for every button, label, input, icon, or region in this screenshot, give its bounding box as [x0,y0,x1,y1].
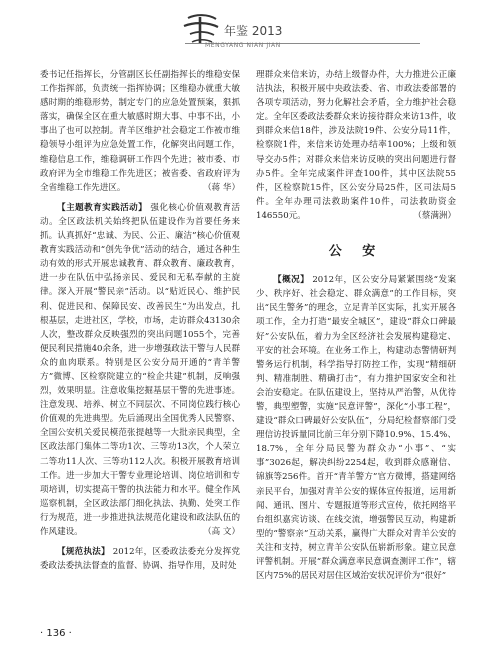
section-heading: 【概况】 [273,275,310,286]
yearbook-logo-icon [178,12,224,46]
paragraph-text: 委书记任指挥长，分管副区长任副指挥长的维稳安保工作指挥部，负责统一指挥协调；区维稳办就重大敏感时期的维稳形势，制定专门的应急处置预案，狠抓落实，确保全区在重大敏感时期大事、中事不出，小事出了也可以控制。青羊区维护社会稳定工作被市维稳领导小组评为应急处置工作，化解突出问题工作，维稳信息工作，维稳调研工作四个先进；被市委、市政府评为全市维稳工作先进区；被省委、省政府评为全省维稳工作先进区。 [40,70,240,193]
paragraph-text: 2012年，区委政法委充分发挥党委政法委执法督查的监督、协调、指导作用，及时处 [40,547,241,572]
paragraph-text: 理群众来信来访，办结上级督办件，大力推进公正廉洁执法，积极开展中央政法委、省、市政法委部署的各项专项活动，努力化解社会矛盾，全力维护社会稳定。全年区委政法委群众来访接待群众来访13件，收到群众来信18件，涉及法院19件、公安分局11件，检察院1件，来信来访处理办结率100%；上级和领导交办5件；对群众来信来访反映的突出问题进行督办5件。全年完成案件评查100件，其中区法院55件，区检察院15件，区公安分局25件，区司法局5件。全年办理司法救助案件10件，司法救助资金146550元。 [256,70,456,221]
page-header [0,0,480,52]
author-signature: （蒋 华） [203,182,240,193]
section-heading: 【规范执法】 [57,547,110,558]
paragraph [40,68,240,195]
paragraph [40,545,240,573]
right-column [256,68,456,583]
left-column [40,68,240,573]
author-signature: （高 文） [203,527,240,537]
paragraph-text: 2012年，区公安分局紧紧围绕“发案少、秩序好、社会稳定、群众满意”的工作目标，突出“民生警务”的理念，立足青羊区实际，扎实开展各项工作，全力打造“最安全城区”，建设“群众口碑最好”公安队伍，着力为全区经济社会发展构建稳定、平安的社会环境。在业务工作上，构建动态警情研判警务运行机制，科学指导打防控工作，实现“精细研判、精准制胜、精确打击”，有力推护国家安全和社会治安稳定。在队伍建设上，坚持从严治警，从优待警，典型塑警，实施“民意评警”，深化“小事工程”，建设“群众口碑最好公安队伍”，分局纪检督察部门受理信访投诉量同比前三年分别下降10.9%、15.4%、18.7%，全年分局民警为群众办“小事”、“实事”3026起，解决纠纷2254起，收到群众感谢信、锦旗等256件。首开“青羊警方”官方微博，搭建网络亲民平台，加强对青羊公安的媒体宣传报道，运用新闻、通讯、图片、专题报道等形式宣传，依托网络平台组织嘉宾访谈、在线交流，增强警民互动，构建新型的“警察亲”互动关系，赢得广大群众对青羊公安的关注和支持，树立青羊公安队伍崭新形象。建立民意评警机制。开展“群众满意率民意调查测评工作”，辖区内75%的居民对居住区域治安状况评价为“很好” [256,275,457,582]
page-number: · 136 · [40,628,72,639]
paragraph [256,273,456,583]
section-title: 公 安 [328,244,384,260]
paragraph [40,201,240,539]
author-signature: （蔡满洲） [413,210,456,221]
yearbook-latin-title: MENGYANG NIAN JIAN [205,42,281,49]
paragraph-text: 强化核心价值观教育活动。全区政法机关始终把队伍建设作为首要任务来抓。认真抓好“忠诚、为民、公正、廉洁”核心价值观教育实践活动和“创先争优”活动的结合，通过各种生动有效的形式开展忠诚教育、群众教育、廉政教育，进一步在队伍中弘扬亲民、爱民和无私奉献的主旋律。深入开展“警民亲”活动。以“贴近民心、维护民利、促进民和、保障民安、改善民生”为出发点，扎根基层，走进社区，学校，市场，走访群众43130余人次，整改群众反映强烈的突出问题1055个，完善便民利民措施40余条，进一步增强政法干警与人民群众的血肉联系。特别是区公安分局开通的“青羊警方”微博、区检察院建立的“检企共建”机制，反响强烈，效果明显。注意收集挖掘基层干警的先进事迹。注意发现、培养、树立不同层次、不同岗位践行核心价值观的先进典型。先后涌现出全国优秀人民警察、全国公安机关爱民模范张提越等一大批亲民典型，全区政法部门集体二等功1次、三等功13次，个人荣立二等功11人次、三等功112人次。积极开展教育培训工作。进一步加大干警专业理论培训、岗位培训和专项培训，切实提高干警的执法能力和水平。健全作风巡察机制，全区政法部门细化执法、执勤、处突工作行为规范，进一步推进执法规范化建设和政法队伍的作风建设。 [40,202,240,537]
yearbook-title: 年鉴 2013 [224,24,283,38]
paragraph [256,68,456,223]
section-heading: 【主题教育实践活动】 [57,202,148,213]
